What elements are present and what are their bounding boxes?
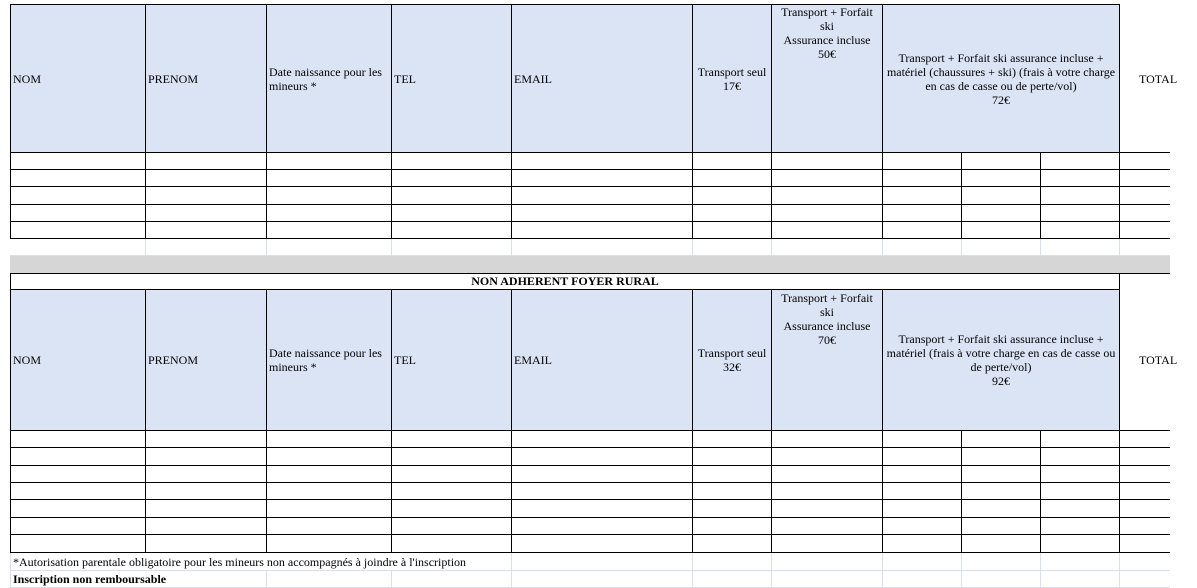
parental-authorization-note: *Autorisation parentale obligatoire pour les mineurs non accompagnés à joindre à l'inscription <box>13 554 467 569</box>
s2-header-transport-forfait: Transport + Forfait ski Assurance incluse 70€ <box>781 291 873 347</box>
s2-header-email: EMAIL <box>514 353 552 367</box>
s1-header-email: EMAIL <box>514 71 552 86</box>
s2-header-date-naissance: Date naissance pour les mineurs * <box>269 346 382 374</box>
s2-header-nom: NOM <box>13 353 42 367</box>
s2-header-prenom: PRENOM <box>148 353 199 367</box>
section-separator <box>10 256 1170 273</box>
s1-header-transport-seul: Transport seul 17€ <box>697 64 767 93</box>
s1-header-transport-forfait-materiel: Transport + Forfait ski assurance incluse + matériel (chaussures + ski) (frais à votre charge en cas de casse ou de perte/vol) 72€ <box>886 50 1116 107</box>
section2-title: NON ADHERENT FOYER RURAL <box>471 274 659 288</box>
s1-header-date-naissance: Date naissance pour les mineurs * <box>269 64 382 93</box>
s1-header-transport-forfait: Transport + Forfait ski Assurance incluse 50€ <box>781 5 873 61</box>
s2-header-total: TOTAL <box>1139 353 1178 367</box>
s2-header-transport-seul: Transport seul 32€ <box>697 346 767 374</box>
non-refundable-note: Inscription non remboursable <box>13 572 167 586</box>
s1-header-prenom: PRENOM <box>148 71 199 86</box>
s2-header-tel: TEL <box>394 353 416 367</box>
s1-header-tel: TEL <box>394 71 416 86</box>
s1-header-total: TOTAL <box>1139 71 1178 86</box>
s2-header-transport-forfait-materiel: Transport + Forfait ski assurance incluse + matériel (frais à votre charge en cas de casse ou de perte/vol) 92€ <box>886 332 1116 388</box>
s1-header-nom: NOM <box>13 71 42 86</box>
